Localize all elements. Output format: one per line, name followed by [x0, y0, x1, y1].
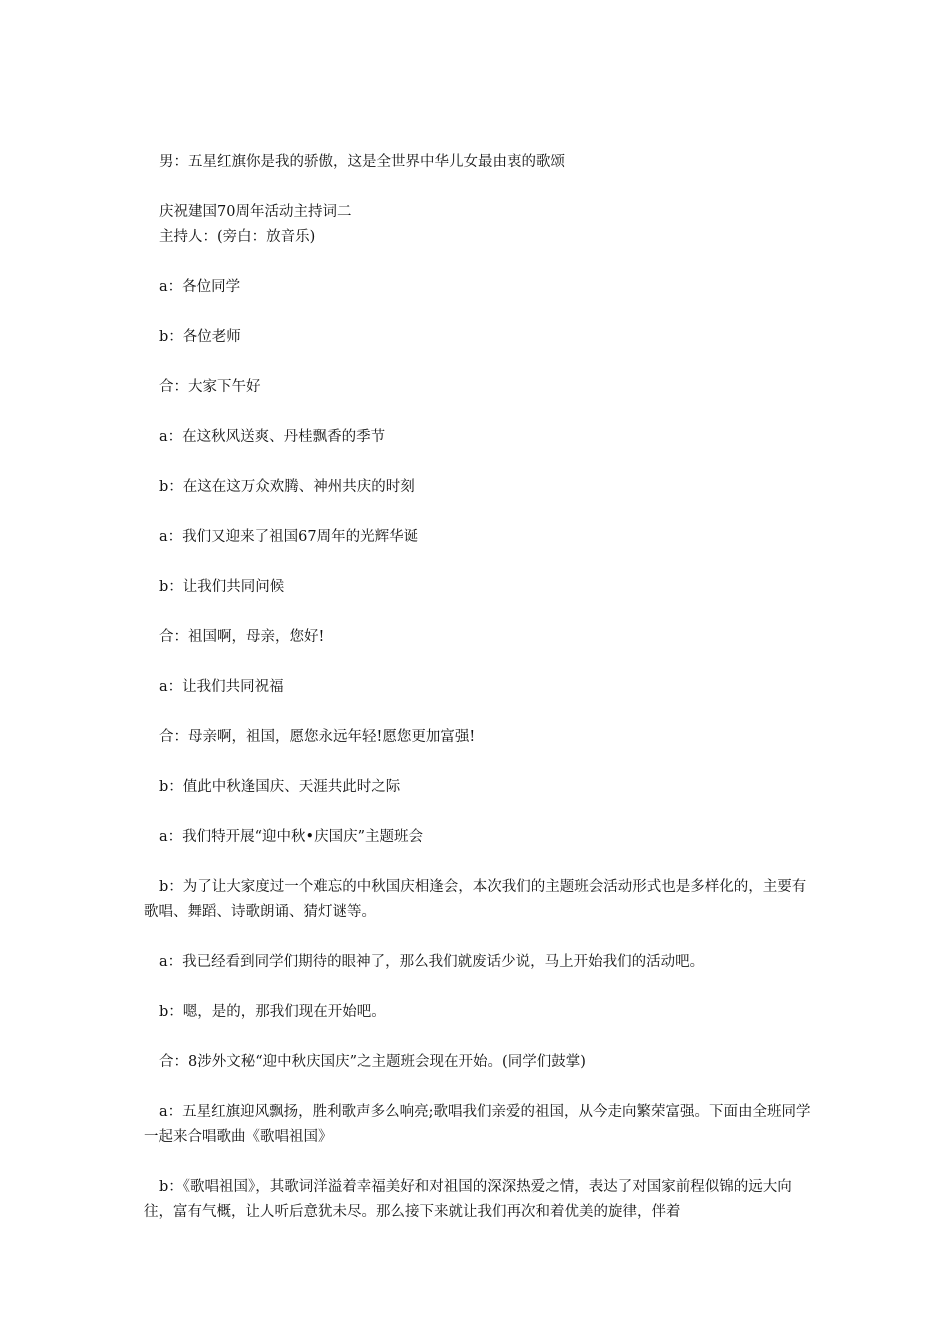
- paragraph-10: b：让我们共同问候: [159, 579, 285, 595]
- paragraph-6: 合：大家下午好: [159, 379, 261, 395]
- paragraph-13: 合：母亲啊，祖国，愿您永远年轻!愿您更加富强!: [159, 729, 476, 745]
- paragraph-1: 男：五星红旗你是我的骄傲，这是全世界中华儿女最由衷的歌颂: [159, 154, 565, 170]
- paragraph-11: 合：祖国啊，母亲，您好!: [159, 629, 325, 645]
- paragraph-15: a：我们特开展“迎中秋•庆国庆”主题班会: [159, 829, 424, 845]
- paragraph-21: b：《歌唱祖国》，其歌词洋溢着幸福美好和对祖国的深深热爱之情，表达了对国家前程似锦的远大向往，富有气概，让人听后意犹未尽。那么接下来就让我们再次和着优美的旋律，伴着: [144, 1179, 792, 1220]
- paragraph-20: a：五星红旗迎风飘扬，胜利歌声多么响亮;歌唱我们亲爱的祖国，从今走向繁荣富强。下面由全班同学一起来合唱歌曲《歌唱祖国》: [144, 1104, 811, 1145]
- paragraph-19: 合：8涉外文秘“迎中秋庆国庆”之主题班会现在开始。(同学们鼓掌): [159, 1054, 586, 1070]
- paragraph-16: b：为了让大家度过一个难忘的中秋国庆相逢会，本次我们的主题班会活动形式也是多样化的，主要有歌唱、舞蹈、诗歌朗诵、猜灯谜等。: [144, 879, 807, 920]
- paragraph-4: a：各位同学: [159, 279, 241, 295]
- paragraph-7: a：在这秋风送爽、丹桂飘香的季节: [159, 429, 386, 445]
- paragraph-3: 主持人：(旁白：放音乐): [159, 229, 316, 245]
- paragraph-2: 庆祝建国70周年活动主持词二: [159, 204, 352, 220]
- paragraph-14: b：值此中秋逢国庆、天涯共此时之际: [159, 779, 401, 795]
- paragraph-9: a：我们又迎来了祖国67周年的光辉华诞: [159, 529, 419, 545]
- paragraph-8: b：在这在这万众欢腾、神州共庆的时刻: [159, 479, 415, 495]
- paragraph-5: b：各位老师: [159, 329, 241, 345]
- paragraph-18: b：嗯，是的，那我们现在开始吧。: [159, 1004, 386, 1020]
- paragraph-17: a：我已经看到同学们期待的眼神了，那么我们就废话少说，马上开始我们的活动吧。: [159, 954, 705, 970]
- paragraph-12: a：让我们共同祝福: [159, 679, 284, 695]
